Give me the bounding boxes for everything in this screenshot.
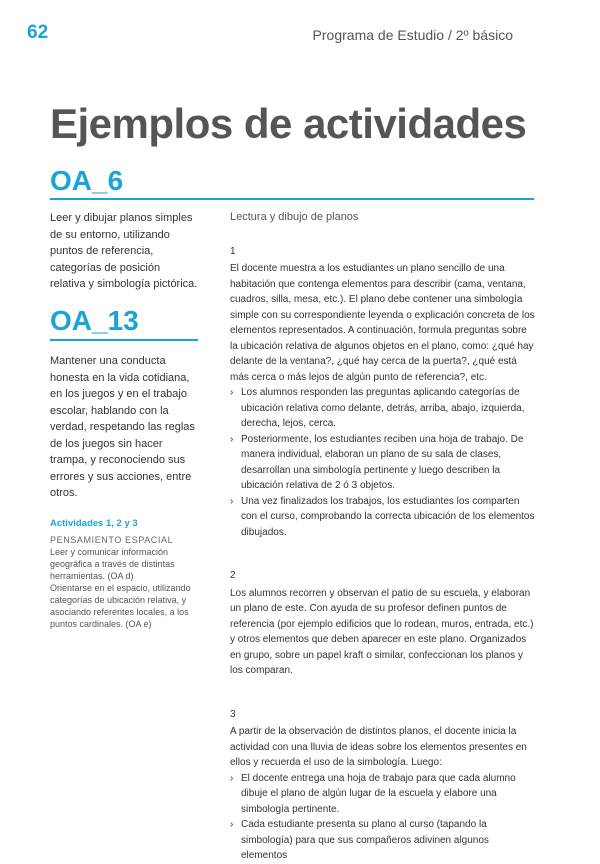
page-number: 62 (27, 22, 49, 43)
oa13-divider (50, 339, 198, 341)
page-title: Ejemplos de actividades (50, 100, 527, 147)
activity-number: 3 (230, 708, 236, 720)
oa13-label: OA_13 (50, 305, 139, 336)
activity-1-intro: El docente muestra a los estudiantes un plano sencillo de una habitación que contenga elementos para describir (cama, ventana, cuadros, silla, mesa, etc.). El plano debe contener una simbología simple con su correspondiente leyenda o explicación concreta de los elementos representados. A continuación, formula preguntas sobre la ubicación relativa de algunos objetos en el plano, como: ¿qué hay delante de la ventana?, ¿qué hay cerca de la puerta?, ¿qué está más cerca o más lejos de algún punto de referencia?, etc. (230, 263, 535, 383)
activity-3-bullets (230, 771, 535, 864)
spacer (230, 679, 535, 693)
oa13-block (50, 305, 198, 502)
activity-1-bullets (230, 385, 535, 540)
list-item: › Posteriormente, los estudiantes reciben una hoja de trabajo. De manera individual, elaboran un plano de su sala de clases, desarrollan una simbología pertinente y luego describen la ubicación relativa de 2 ó 3 objetos. (230, 432, 535, 494)
activities-heading: PENSAMIENTO ESPACIAL (50, 535, 174, 545)
list-item: › El docente entrega una hoja de trabajo para que cada alumno dibuje el plano de algún lugar de la escuela y elabore una simbología pertinente. (230, 771, 535, 818)
list-item: › Los alumnos responden las preguntas aplicando categorías de ubicación relativa como delante, detrás, arriba, abajo, izquierda, derecha, lejos, cerca. (230, 385, 535, 432)
spacer (230, 540, 535, 554)
oa6-text: Leer y dibujar planos simples de su entorno, utilizando puntos de referencia, categorías de posición relativa y simbología pictórica. (50, 212, 198, 290)
activities-skill-a: Leer y comunicar información geográfica a través de distintas herramientas. (OA d) (50, 547, 175, 581)
program-header: Programa de Estudio / 2º básico (312, 27, 513, 43)
activities-content (230, 210, 535, 864)
oa6-label: OA_6 (50, 165, 124, 196)
activities-title: Actividades 1, 2 y 3 (50, 518, 138, 529)
activity-number: 2 (230, 570, 236, 581)
activity-3-intro: A partir de la observación de distintos planos, el docente inicia la actividad con una lluvia de ideas sobre los elementos presentes en ellos y recuerda el uso de la simbología. Luego: (230, 726, 527, 768)
activity-number: 1 (230, 245, 236, 257)
section-title: Lectura y dibujo de planos (230, 211, 359, 223)
list-item: › Una vez finalizados los trabajos, los estudiantes los comparten con el curso, comprobando la correcta ubicación de los elementos dibujados. (230, 494, 535, 541)
oa13-text: Mantener una conducta honesta en la vida cotidiana, en los juegos y en el trabajo escolar, hablando con la verdad, respetando las reglas de los juegos sin hacer trampa, y reconociendo sus errores y sus acciones, entre otros. (50, 355, 195, 499)
oa6-objective (50, 210, 198, 293)
activities-skill-b: Orientarse en el espacio, utilizando categorías de ubicación relativa, y asociando referentes locales, a los puntos cardinales. (OA e) (50, 583, 191, 629)
activities-sidebar (50, 518, 200, 630)
activity-2-text: Los alumnos recorren y observan el patio de su escuela, y elaboran un plano de este. Con ayuda de su profesor definen puntos de referencia (por ejemplo edificios que lo rodean, muros, entrada, etc.) y otros elementos que deben aparecer en este plano. Organizados en grupo, sobre un papel kraft o similar, confeccionan los planos y los comparan. (230, 587, 534, 676)
list-item: › Cada estudiante presenta su plano al curso (tapando la simbología) para que sus compañeros adivinen algunos elementos (230, 817, 535, 864)
title-divider (50, 198, 534, 200)
